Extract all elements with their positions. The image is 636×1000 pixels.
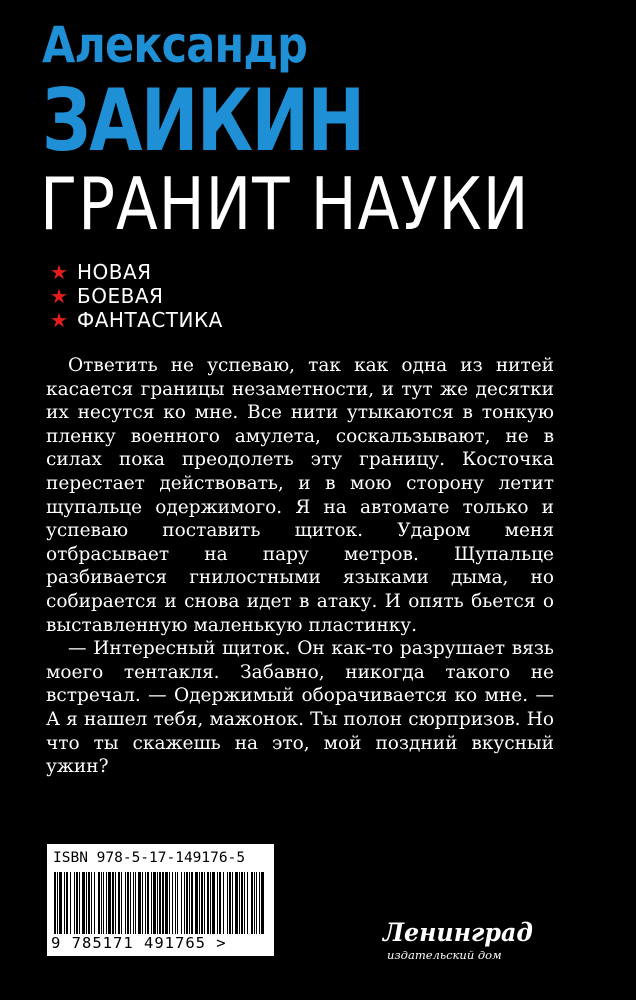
barcode-bar [88,872,90,934]
barcode-bar [175,872,176,934]
barcode-bar [259,872,260,934]
barcode-bar [261,872,264,934]
barcode-bar [125,872,126,934]
barcode-bar [54,872,56,934]
barcode-bar [66,872,68,934]
barcode-bar [217,872,218,934]
publisher-logo [383,918,563,970]
barcode-bar [232,872,233,934]
barcode-bar [227,872,228,934]
series-item [50,308,223,332]
barcode-bar [210,872,211,934]
barcode-bar [199,872,200,934]
blurb-paragraph: — Интересный щиток. Он как-то разрушает вязь моего тентакля. Забавно, никогда такого не встречал. — Одержимый оборачивается ко мне. — А я нашел тебя, мажонок. Ты полон сюрпризов. Но что ты скажешь на это, мой поздний вкусный ужин? [46,638,554,778]
blurb-paragraph: Ответить не успеваю, так как одна из нитей касается границы незаметности, и тут же десятки их несутся ко мне. Все нити утыкаются в тонкую пленку военного амулета, соскальзывают, не в силах пока преодолеть эту границу. Косточка перестает действовать, и в мою сторону летит щупальце одержимого. Я на автомате только и успеваю поставить щиток. Ударом меня отбрасывает на пару метров. Щупальце разбивается гнилостными языками дыма, но собирается и снова идет в атаку. И опять бьется о выставленную маленькую пластинку. [46,355,554,636]
barcode-bar [189,872,190,934]
author-last-name: ЗАИКИН [42,71,364,171]
barcode-bar [138,872,141,934]
barcode-bar [153,872,156,934]
barcode-bar [201,872,203,934]
barcode-bar [239,872,240,934]
barcode-bar [184,872,185,934]
barcode-bar [219,872,221,934]
barcode-bar [229,872,231,934]
series-label: НОВАЯ [77,260,152,284]
barcode-bar [103,872,104,934]
barcode-bar [159,872,161,934]
barcode-bar [212,872,215,934]
barcode-bar [241,872,243,934]
barcode-bar [251,872,253,934]
barcode-bar [118,872,120,934]
barcode-bars [52,872,269,934]
barcode-bar [165,872,168,934]
barcode-bar [186,872,188,934]
barcode-bar [195,872,198,934]
barcode-bar [169,872,170,934]
barcode-bar [177,872,178,934]
barcode-bar [59,872,62,934]
book-title: ГРАНИТ НАУКИ [40,162,530,246]
barcode-bar [204,872,205,934]
barcode-bar [82,872,85,934]
series-label: БОЕВАЯ [77,284,164,308]
barcode-bar [98,872,100,934]
barcode-bar [74,872,75,934]
barcode-bar [86,872,87,934]
barcode-bar [101,872,102,934]
barcode-bar [172,872,173,934]
barcode-bar [112,872,114,934]
barcode-bar [142,872,143,934]
barcode-bar [121,872,122,934]
barcode-bar [115,872,116,934]
barcode-bar [79,872,80,934]
barcode-bar [181,872,182,934]
barcode-bar [64,872,65,934]
author-first-name: Александр [42,16,308,74]
barcode-bar [145,872,146,934]
barcode-bar [108,872,111,934]
star-icon: ★ [50,284,69,308]
barcode-bar [256,872,257,934]
barcode-bar [147,872,149,934]
barcode-bar [106,872,107,934]
barcode-bar [76,872,78,934]
publisher-name: Ленинград [383,918,533,947]
barcode-bar [247,872,248,934]
publisher-subtitle: издательский дом [387,948,502,962]
barcode-bar [127,872,129,934]
barcode-bar [223,872,224,934]
barcode-bar [244,872,245,934]
series-item [50,260,223,284]
barcode-bar [57,872,58,934]
barcode-bar [207,872,209,934]
barcode-bar [133,872,134,934]
star-icon: ★ [50,308,69,332]
barcode-bar [91,872,92,934]
series-item [50,284,223,308]
barcode-bar [157,872,158,934]
barcode-bar [235,872,238,934]
barcode-bar [254,872,255,934]
barcode-bar [70,872,71,934]
barcode-bar [94,872,95,934]
barcode-bar [135,872,136,934]
blurb-text [46,354,554,779]
barcode-digits: 9 785171 491765 > [51,934,227,952]
series-list [50,260,223,332]
star-icon: ★ [50,260,69,284]
barcode-bar [151,872,152,934]
barcode-bar [162,872,164,934]
series-label: ФАНТАСТИКА [77,308,223,332]
barcode-bar [191,872,193,934]
isbn-barcode [47,844,274,956]
barcode-bar [130,872,131,934]
isbn-label: ISBN 978-5-17-149176-5 [53,850,246,866]
